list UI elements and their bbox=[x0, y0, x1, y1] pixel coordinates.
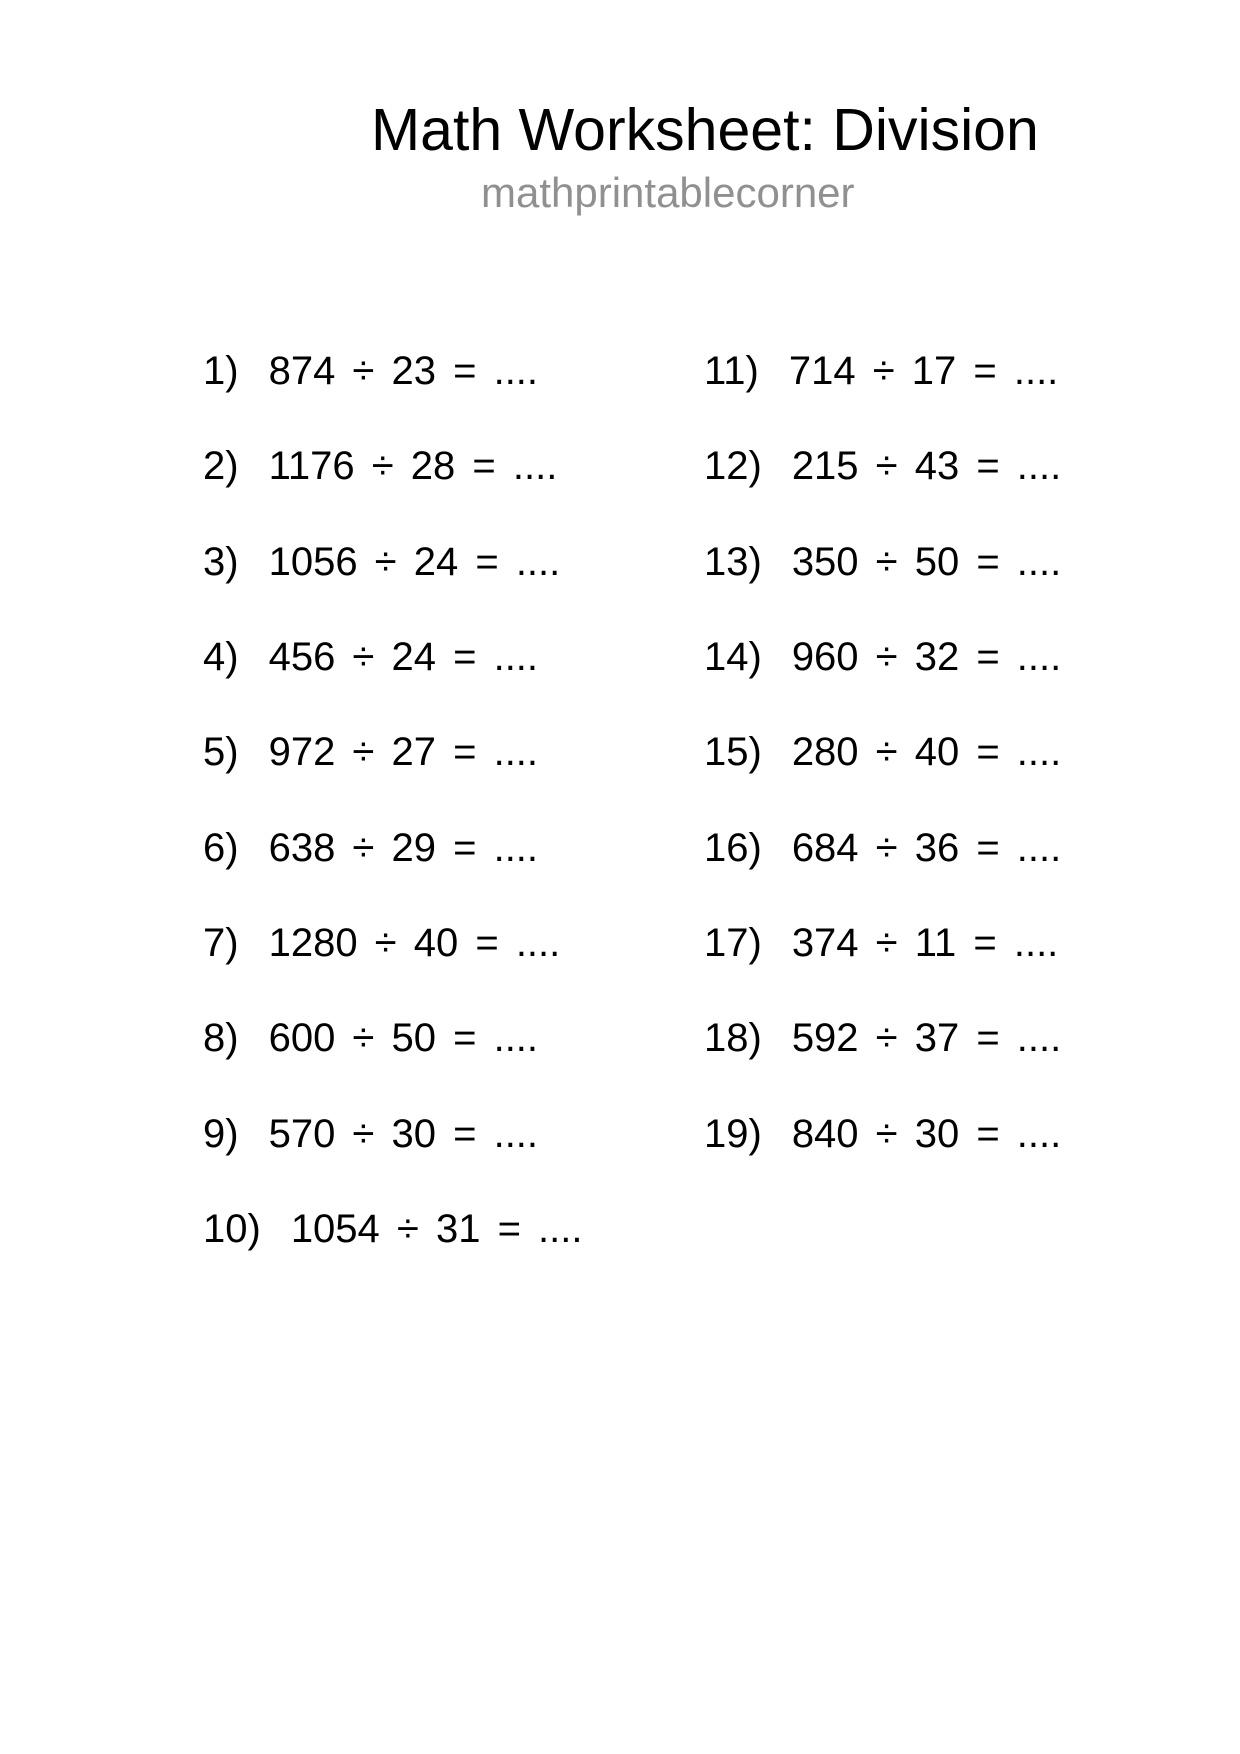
problem-expression: 350 ÷ 50 = .... bbox=[791, 539, 1062, 584]
problem-expression: 570 ÷ 30 = .... bbox=[268, 1111, 539, 1156]
problem-row bbox=[203, 705, 583, 800]
problems-right-column bbox=[704, 324, 1061, 1182]
problem-row bbox=[704, 705, 1061, 800]
problem-number: 10) bbox=[203, 1206, 261, 1251]
problem-expression: 456 ÷ 24 = .... bbox=[268, 635, 539, 680]
problem-expression: 638 ÷ 29 = .... bbox=[268, 825, 539, 870]
site-name: mathprintablecorner bbox=[481, 169, 855, 216]
problem-row bbox=[203, 991, 583, 1086]
problem-row bbox=[203, 419, 583, 514]
problems-left-column bbox=[203, 324, 583, 1277]
problem-row bbox=[704, 896, 1061, 991]
problem-expression: 1054 ÷ 31 = .... bbox=[290, 1206, 583, 1251]
problem-number: 14) bbox=[704, 635, 762, 680]
problem-number: 18) bbox=[704, 1016, 762, 1061]
problem-row bbox=[203, 896, 583, 991]
problem-row bbox=[203, 800, 583, 895]
problem-number: 5) bbox=[203, 730, 239, 775]
problem-number: 1) bbox=[203, 349, 239, 394]
problem-number: 11) bbox=[704, 349, 759, 394]
problem-expression: 1176 ÷ 28 = .... bbox=[268, 444, 558, 489]
problem-expression: 960 ÷ 32 = .... bbox=[791, 635, 1062, 680]
problem-row bbox=[704, 324, 1061, 419]
problem-number: 6) bbox=[203, 825, 239, 870]
problem-number: 12) bbox=[704, 444, 762, 489]
problem-number: 7) bbox=[203, 920, 239, 965]
problem-row bbox=[203, 1086, 583, 1181]
problem-expression: 874 ÷ 23 = .... bbox=[268, 349, 539, 394]
problem-expression: 1056 ÷ 24 = .... bbox=[268, 539, 561, 584]
page-title: Math Worksheet: Division bbox=[371, 97, 1039, 163]
problem-row bbox=[203, 610, 583, 705]
problem-expression: 972 ÷ 27 = .... bbox=[268, 730, 539, 775]
problem-number: 9) bbox=[203, 1111, 239, 1156]
problem-expression: 840 ÷ 30 = .... bbox=[791, 1111, 1062, 1156]
problem-expression: 280 ÷ 40 = .... bbox=[791, 730, 1062, 775]
problem-expression: 684 ÷ 36 = .... bbox=[791, 825, 1062, 870]
problem-expression: 1280 ÷ 40 = .... bbox=[268, 920, 561, 965]
problem-row bbox=[704, 991, 1061, 1086]
problem-number: 3) bbox=[203, 539, 239, 584]
problem-number: 13) bbox=[704, 539, 762, 584]
problem-number: 19) bbox=[704, 1111, 762, 1156]
problem-number: 17) bbox=[704, 920, 762, 965]
problem-number: 4) bbox=[203, 635, 239, 680]
problem-expression: 714 ÷ 17 = .... bbox=[788, 349, 1059, 394]
problem-expression: 374 ÷ 11 = .... bbox=[791, 920, 1059, 965]
problem-row bbox=[704, 610, 1061, 705]
problem-number: 8) bbox=[203, 1016, 239, 1061]
problem-row bbox=[203, 1182, 583, 1277]
problem-row bbox=[203, 515, 583, 610]
problem-number: 2) bbox=[203, 444, 239, 489]
problem-expression: 600 ÷ 50 = .... bbox=[268, 1016, 539, 1061]
problem-row bbox=[704, 515, 1061, 610]
problem-number: 16) bbox=[704, 825, 762, 870]
problem-expression: 215 ÷ 43 = .... bbox=[791, 444, 1062, 489]
problem-number: 15) bbox=[704, 730, 762, 775]
problem-row bbox=[704, 1086, 1061, 1181]
problem-row bbox=[704, 800, 1061, 895]
problem-row bbox=[203, 324, 583, 419]
problem-expression: 592 ÷ 37 = .... bbox=[791, 1016, 1062, 1061]
problem-row bbox=[704, 419, 1061, 514]
